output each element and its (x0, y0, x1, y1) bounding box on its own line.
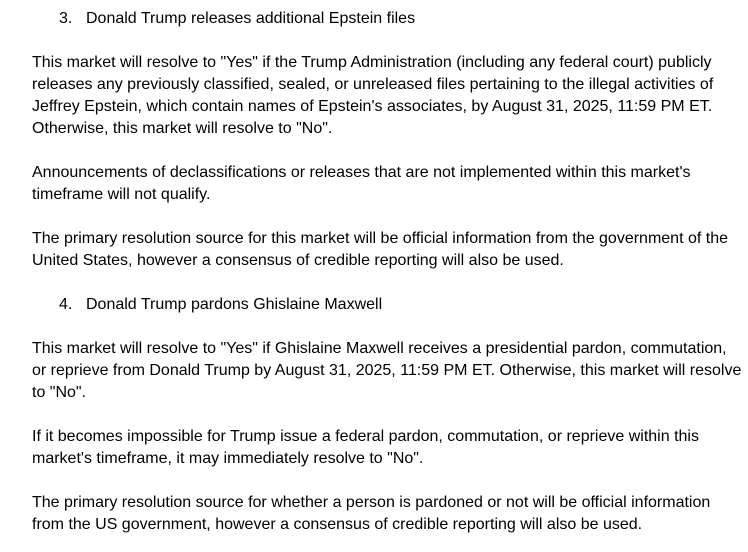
document-body (32, 8, 742, 536)
section-title: Donald Trump releases additional Epstein files (86, 10, 416, 27)
section-4-paragraph-3: The primary resolution source for whether a person is pardoned or not will be official information from the US government, however a consensus of credible reporting will also be used. (32, 494, 711, 533)
section-number: 4. (59, 296, 73, 313)
section-4-paragraph-1: This market will resolve to "Yes" if Ghislaine Maxwell receives a presidential pardon, commutation, or reprieve from Donald Trump by August 31, 2025, 11:59 PM ET. Otherwise, this market will resolve to "No". (32, 340, 742, 401)
section-3-paragraph-2: Announcements of declassifications or releases that are not implemented within this market's timeframe will not qualify. (32, 164, 691, 203)
section-3-paragraph-3: The primary resolution source for this market will be official information from the government of the United States, however a consensus of credible reporting will also be used. (32, 230, 728, 269)
section-heading-4 (32, 294, 742, 316)
section-heading-3 (32, 8, 742, 30)
section-4-paragraph-2: If it becomes impossible for Trump issue a federal pardon, commutation, or reprieve within this market's timeframe, it may immediately resolve to "No". (32, 428, 699, 467)
section-3-paragraph-1: This market will resolve to "Yes" if the Trump Administration (including any federal court) publicly releases any previously classified, sealed, or unreleased files pertaining to the illegal activities of Jeffrey Epstein, which contain names of Epstein's associates, by August 31, 2025, 11:59 PM ET. Otherwise, this market will resolve to "No". (32, 54, 714, 137)
section-title: Donald Trump pardons Ghislaine Maxwell (86, 296, 383, 313)
section-number: 3. (59, 10, 73, 27)
